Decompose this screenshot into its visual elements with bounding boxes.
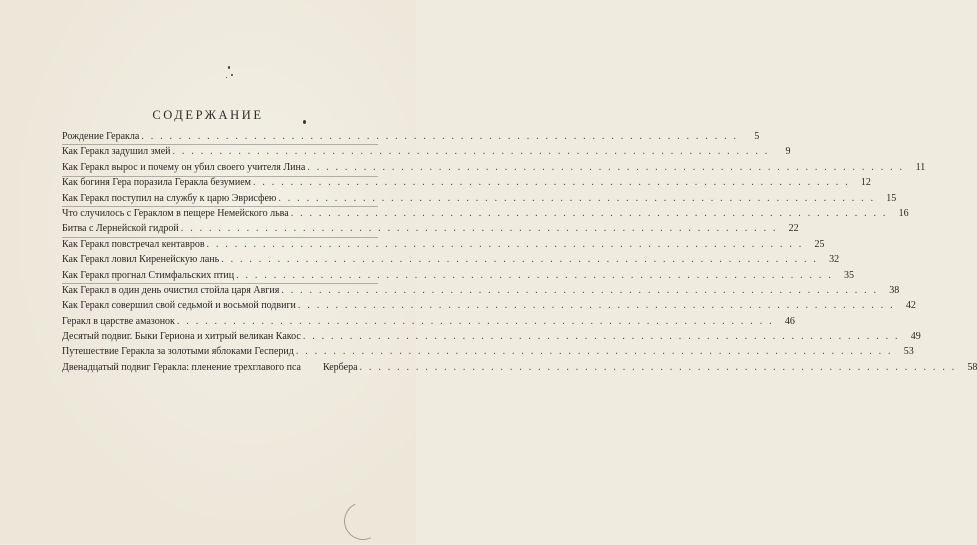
toc-entry — [62, 191, 897, 206]
toc-entry-page: 9 — [785, 146, 791, 158]
toc-entry-title: Путешествие Геракла за золотыми яблоками Гесперид — [62, 346, 294, 358]
toc-entry-page: 49 — [910, 331, 921, 343]
toc-entry-title: Битва с Лернейской гидрой — [62, 223, 179, 235]
toc-entry-page: 53 — [903, 346, 914, 358]
toc-entry-title: Геракл в царстве амазонок — [62, 315, 175, 327]
print-line — [62, 283, 378, 284]
toc-entry — [62, 283, 900, 298]
ink-speck — [231, 74, 233, 76]
ink-speck — [228, 66, 230, 69]
toc-entry-title: Как Геракл в один день очистил стойла царя Авгия — [62, 284, 280, 296]
toc-entry-title: Рождение Геракла — [62, 131, 140, 142]
toc-entry-continuation — [301, 360, 977, 375]
toc-entry-title-line1: Двенадцатый подвиг Геракла: пленение трехглавого пса — [62, 361, 301, 373]
dot-leader — [234, 268, 836, 283]
toc-entry — [62, 160, 926, 175]
table-of-contents — [62, 129, 977, 375]
toc-entry-page: 32 — [829, 254, 840, 266]
toc-entry-page: 38 — [889, 284, 900, 296]
toc-entry-title: Как Геракл прогнал Стимфальских птиц — [62, 269, 235, 281]
dot-leader — [358, 360, 960, 375]
toc-entry-title: Как богиня Гера поразила Геракла безумием — [62, 177, 251, 189]
toc-entry-page: 35 — [844, 269, 855, 281]
dot-leader — [279, 283, 881, 298]
toc-entry — [62, 314, 795, 329]
dot-leader — [296, 298, 898, 313]
dot-leader — [219, 252, 821, 267]
page-curl-mark — [339, 497, 388, 545]
dot-leader — [301, 329, 903, 344]
dot-leader — [251, 175, 853, 190]
toc-entry — [62, 298, 916, 313]
print-line — [62, 206, 378, 207]
toc-entry-page: 25 — [814, 238, 825, 250]
toc-entry-title-line2: Кербера — [322, 361, 358, 373]
dot-leader — [139, 129, 741, 144]
print-line — [62, 176, 378, 177]
toc-entry — [62, 206, 909, 221]
toc-entry-page: 58 — [967, 361, 977, 373]
dot-leader — [294, 344, 896, 359]
print-line — [62, 237, 378, 238]
dot-leader — [171, 144, 773, 159]
toc-entry-title: Как Геракл поступил на службу к царю Эврисфею — [62, 192, 277, 204]
toc-entry-page: 15 — [886, 192, 897, 204]
toc-entry-page: 11 — [915, 161, 926, 173]
toc-entry-page: 5 — [754, 131, 760, 142]
toc-entry-title: Как Геракл совершил свой седьмой и восьмой подвиги — [62, 300, 296, 312]
dot-leader — [289, 206, 891, 221]
toc-entry — [62, 175, 871, 190]
toc-entry-page: 42 — [905, 300, 916, 312]
toc-entry-title: Десятый подвиг. Быки Гериона и хитрый великан Какос — [62, 331, 301, 343]
toc-entry-multiline — [62, 360, 977, 375]
dot-leader — [175, 314, 777, 329]
toc-entry — [62, 129, 760, 144]
dot-leader — [179, 221, 781, 236]
toc-entry-title: Как Геракл задушил змей — [62, 146, 171, 158]
dot-leader — [305, 160, 907, 175]
toc-entry-title: Как Геракл вырос и почему он убил своего учителя Лина — [62, 161, 306, 173]
toc-entry-title: Что случилось с Гераклом в пещере Немейского льва — [62, 207, 289, 219]
toc-entry — [62, 344, 914, 359]
dot-leader — [205, 237, 807, 252]
toc-entry-title: Как Геракл повстречал кентавров — [62, 238, 205, 250]
toc-entry — [62, 144, 791, 159]
toc-entry — [62, 252, 840, 267]
toc-entry-title: Как Геракл ловил Киренейскую лань — [62, 254, 220, 266]
ink-speck — [226, 77, 227, 78]
toc-entry — [62, 268, 855, 283]
print-line — [62, 144, 378, 145]
toc-entry-page: 12 — [860, 177, 871, 189]
page-title: СОДЕРЖАНИЕ — [152, 108, 264, 122]
toc-entry-page: 22 — [788, 223, 799, 235]
toc-entry-page: 16 — [898, 207, 909, 219]
dot-leader — [276, 191, 878, 206]
toc-entry — [62, 237, 825, 252]
toc-entry — [62, 329, 921, 344]
toc-entry — [62, 221, 799, 236]
toc-entry-page: 46 — [784, 315, 795, 327]
